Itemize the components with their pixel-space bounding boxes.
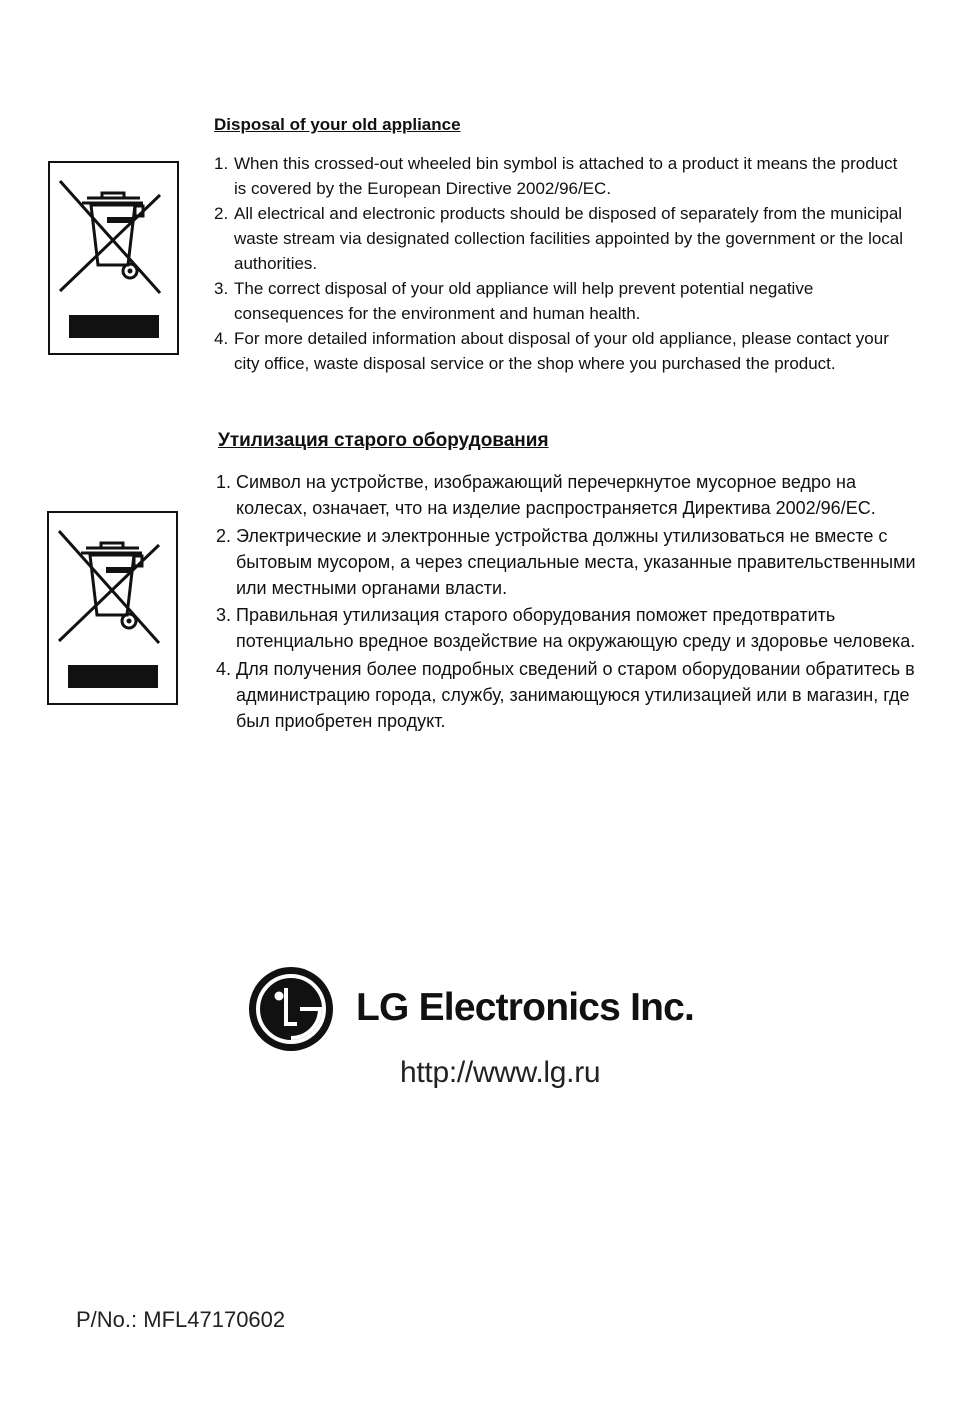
english-instructions-list (214, 151, 904, 376)
weee-symbol-box-english (48, 161, 179, 355)
list-item: 4. For more detailed information about disposal of your old appliance, please contact your city office, waste disposal service or the shop where you purchased the product. (214, 329, 889, 373)
russian-section-title: Утилизация старого оборудования (218, 430, 549, 451)
list-item: 3. Правильная утилизация старого оборудования поможет предотвратить потенциально вредное воздействие на окружающую среду и здоровье человека. (216, 605, 916, 651)
crossed-out-wheeled-bin-icon (50, 163, 177, 353)
list-item: 1. When this crossed-out wheeled bin symbol is attached to a product it means the product is covered by the European Directive 2002/96/EC. (214, 154, 898, 198)
company-logo (248, 966, 718, 1056)
list-item: 4. Для получения более подробных сведений о старом оборудовании обратитесь в администрацию города, службу, занимающуюся утилизацией или в магазин, где был приобретен продукт. (216, 658, 915, 731)
list-item: 2. All electrical and electronic products should be disposed of separately from the municipal waste stream via designated collection facilities appointed by the government or the local authorities. (214, 204, 904, 273)
list-item: 2. Электрические и электронные устройства должны утилизоваться не вместе с бытовым мусором, а через специальные места, указанные правительственными или местными органами власти. (216, 525, 916, 598)
lg-logo-icon (248, 966, 334, 1052)
website-url: http://www.lg.ru (400, 1056, 601, 1089)
part-number: P/No.: MFL47170602 (76, 1307, 286, 1332)
company-name: LG Electronics Inc. (356, 986, 695, 1029)
weee-symbol-box-russian (47, 511, 178, 705)
english-section-title: Disposal of your old appliance (214, 115, 461, 134)
list-item: 3. The correct disposal of your old appliance will help prevent potential negative consequences for the environment and human health. (214, 279, 814, 323)
crossed-out-wheeled-bin-icon (49, 513, 176, 703)
russian-instructions-list (216, 469, 916, 735)
list-item: 1. Символ на устройстве, изображающий перечеркнутое мусорное ведро на колесах, означает, что на изделие распространяется Директива 2002/96/EC. (216, 472, 876, 518)
